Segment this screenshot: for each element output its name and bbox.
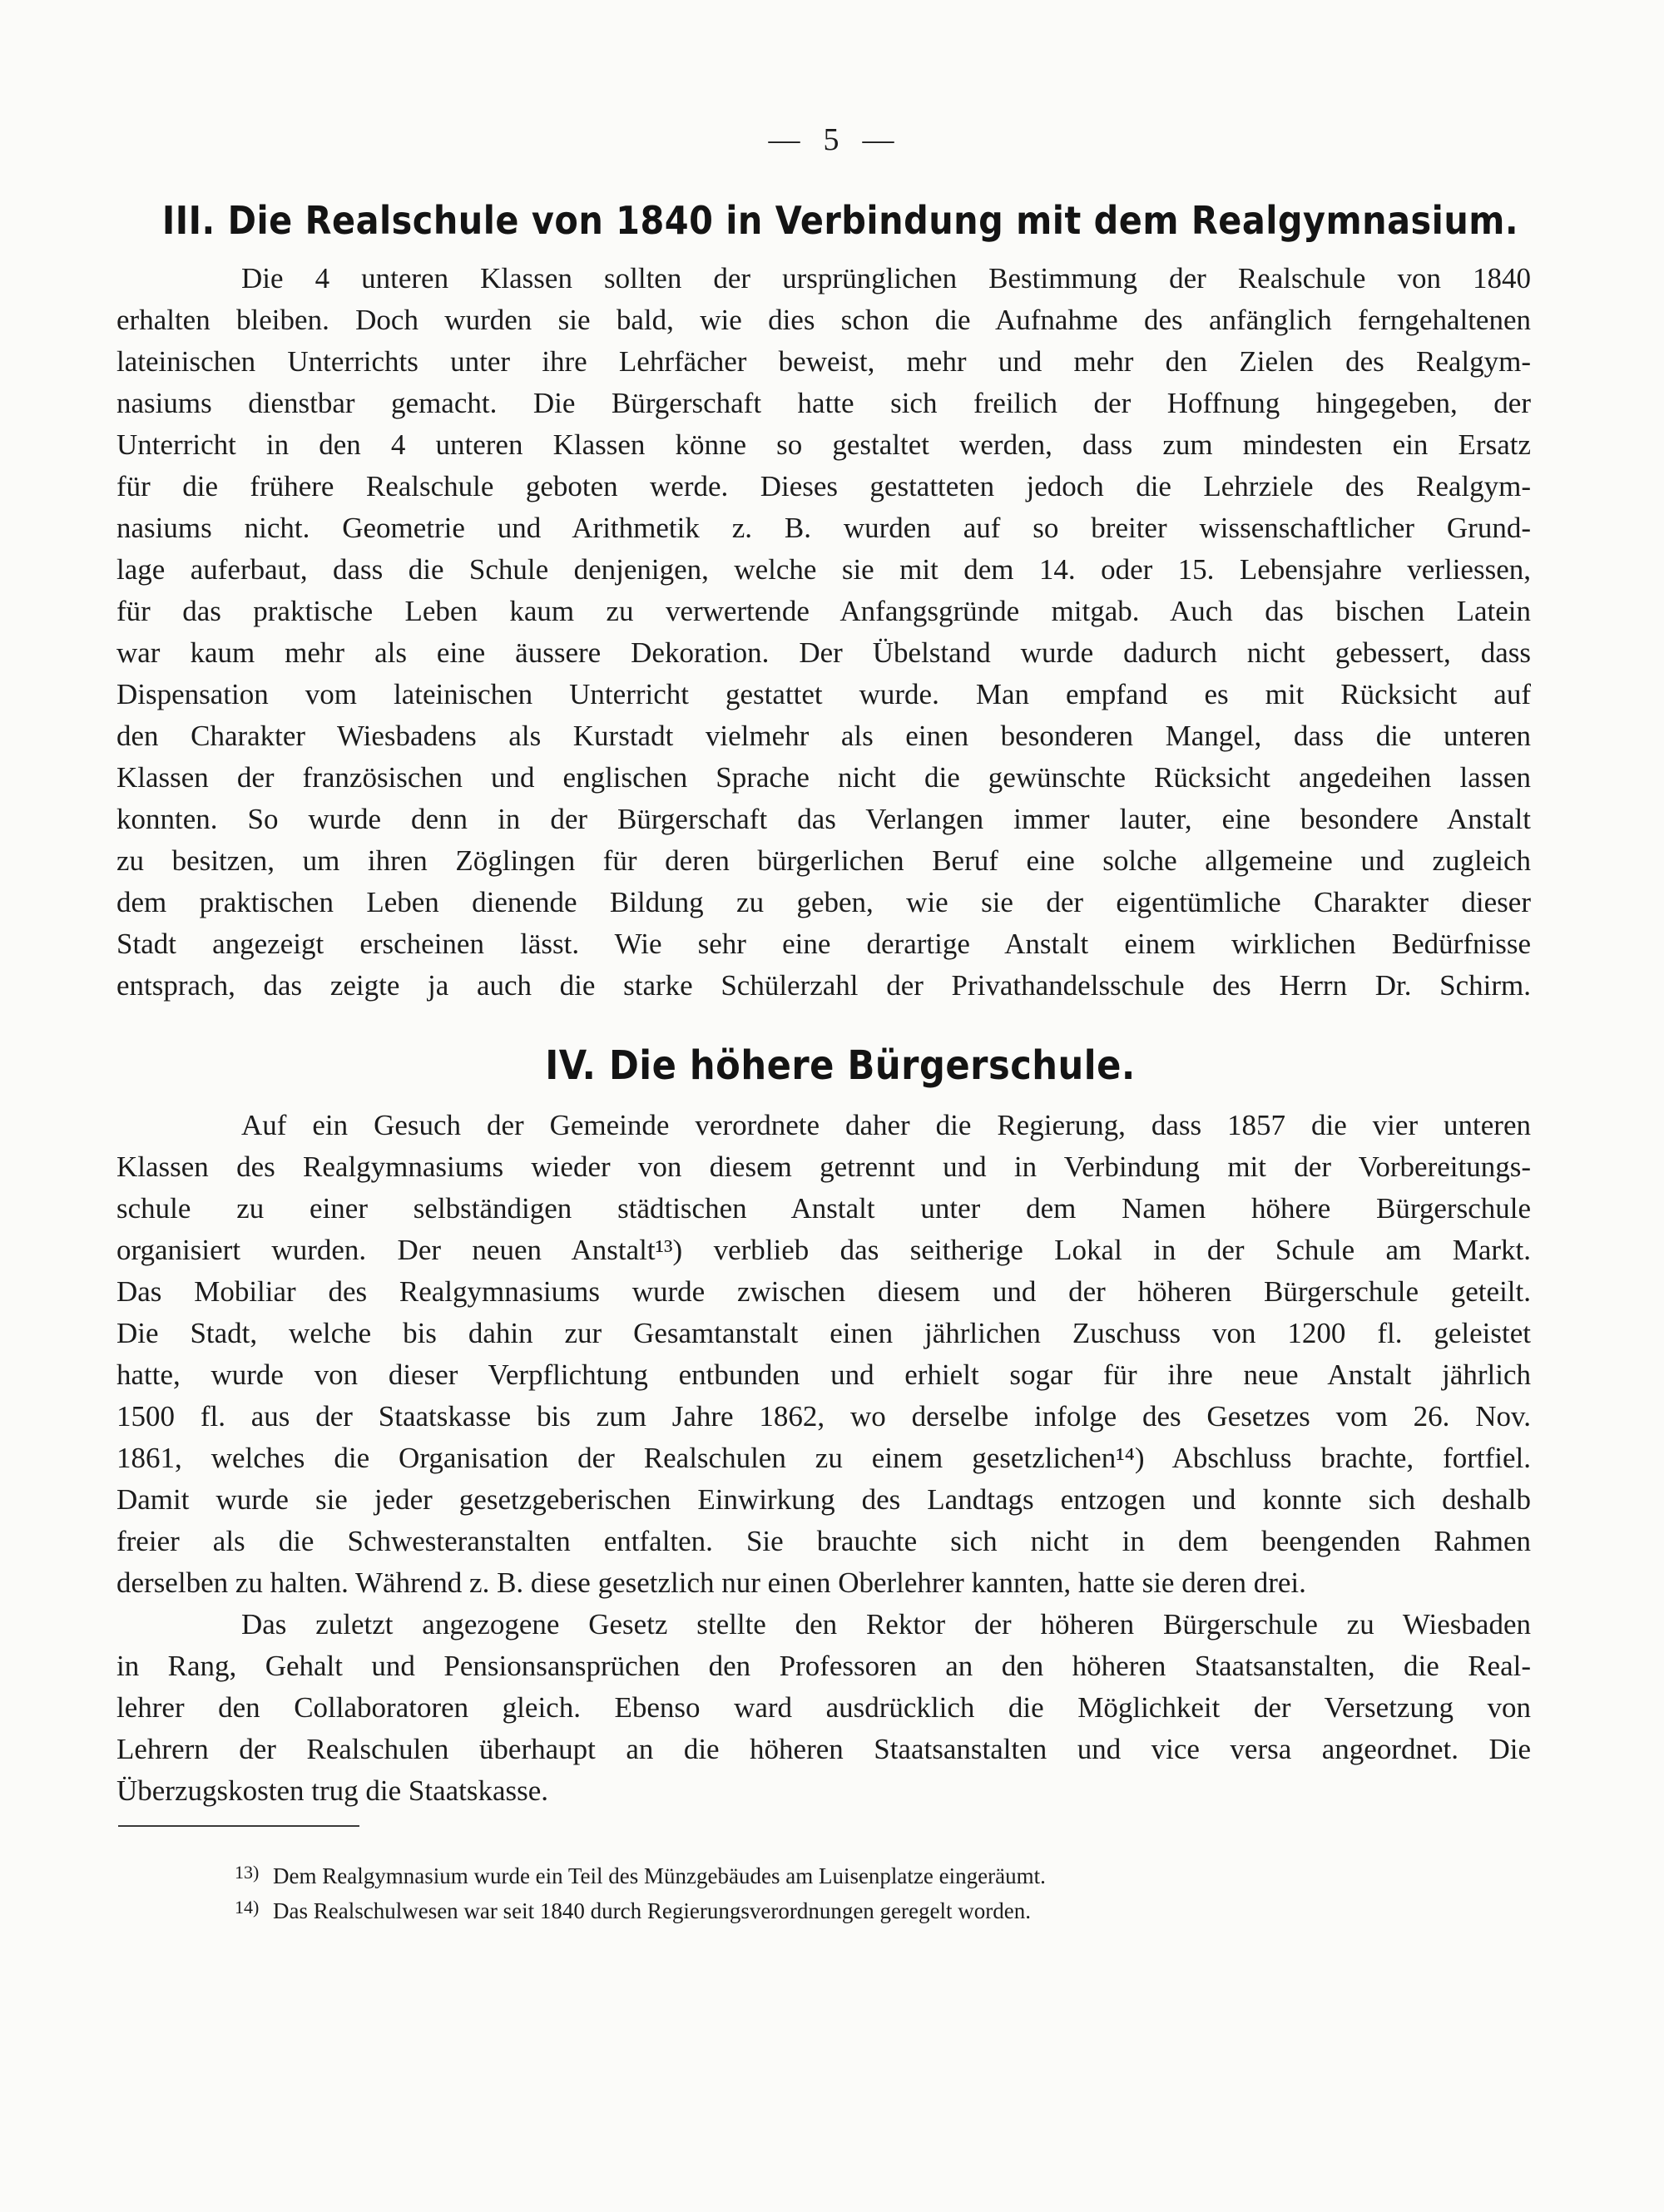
page-number-dash-right: — [862, 122, 896, 157]
text-line: nasiums dienstbar gemacht. Die Bürgerschaft hatte sich freilich der Hoffnung hingegeben, der [116, 387, 1531, 419]
text-line: entsprach, das zeigte ja auch die starke Schülerzahl der Privathandelsschule des Herrn Dr. Schirm. [116, 969, 1531, 1002]
text-line: organisiert wurden. Der neuen Anstalt¹³) verblieb das seitherige Lokal in der Schule am Markt. [116, 1234, 1531, 1266]
section-4-body [116, 1105, 1531, 1812]
text-line: Damit wurde sie jeder gesetzgeberischen Einwirkung des Landtags entzogen und konnte sich deshalb [116, 1483, 1531, 1516]
text-line: 1861, welches die Organisation der Realschulen zu einem gesetzlichen¹⁴) Abschluss brachte, fortfiel. [116, 1442, 1531, 1474]
text-line: Das Mobiliar des Realgymnasiums wurde zwischen diesem und der höheren Bürgerschule geteilt. [116, 1275, 1531, 1308]
text-line: lage auferbaut, dass die Schule denjenigen, welche sie mit dem 14. oder 15. Lebensjahre verliessen, [116, 553, 1531, 586]
text-line: für die frühere Realschule geboten werde. Dieses gestatteten jedoch die Lehrziele des Realgym- [116, 470, 1531, 502]
footnote-13 [235, 1855, 1350, 1890]
text-line: zu besitzen, um ihren Zöglingen für deren bürgerlichen Beruf eine solche allgemeine und zugleich [116, 844, 1531, 877]
text-line: Das zuletzt angezogene Gesetz stellte den Rektor der höheren Bürgerschule zu Wiesbaden [241, 1608, 1531, 1640]
footnotes [235, 1855, 1350, 1925]
text-line: dem praktischen Leben dienende Bildung zu geben, wie sie der eigentümliche Charakter dieser [116, 886, 1531, 918]
text-line: in Rang, Gehalt und Pensionsansprüchen den Professoren an den höheren Staatsanstalten, die Real- [116, 1650, 1531, 1682]
text-line: konnten. So wurde denn in der Bürgerschaft das Verlangen immer lauter, eine besondere Anstalt [116, 803, 1531, 835]
page-number [0, 121, 1664, 158]
text-line: Auf ein Gesuch der Gemeinde verordnete daher die Regierung, dass 1857 die vier unteren [241, 1109, 1531, 1141]
footnote-mark: 14) [235, 1897, 260, 1918]
text-line: Dispensation vom lateinischen Unterricht gestattet wurde. Man empfand es mit Rücksicht auf [116, 678, 1531, 710]
text-line: 1500 fl. aus der Staatskasse bis zum Jahre 1862, wo derselbe infolge des Gesetzes vom 26. Nov. [116, 1400, 1531, 1433]
page-number-value: 5 [823, 122, 841, 157]
footnote-text: Das Realschulwesen war seit 1840 durch Regierungsverordnungen geregelt worden. [273, 1898, 1031, 1923]
footnote-14 [235, 1890, 1350, 1925]
text-line: schule zu einer selbständigen städtischen Anstalt unter dem Namen höhere Bürgerschule [116, 1192, 1531, 1225]
text-line: Stadt angezeigt erscheinen lässt. Wie sehr eine derartige Anstalt einem wirklichen Bedürfnisse [116, 928, 1531, 960]
text-line: war kaum mehr als eine äussere Dekoration. Der Übelstand wurde dadurch nicht gebessert, dass [116, 636, 1531, 669]
text-line: Überzugskosten trug die Staatskasse. [116, 1774, 549, 1807]
text-line: Unterricht in den 4 unteren Klassen könne so gestaltet werden, dass zum mindesten ein Ersatz [116, 428, 1531, 461]
section-heading-4: IV. Die höhere Bürgerschule. [545, 1042, 1136, 1089]
footnote-divider [118, 1825, 359, 1827]
text-line: Klassen des Realgymnasiums wieder von diesem getrennt und in Verbindung mit der Vorbereitungs- [116, 1151, 1531, 1183]
text-line: Lehrern der Realschulen überhaupt an die höheren Staatsanstalten und vice versa angeordnet. Die [116, 1733, 1531, 1765]
text-line: Klassen der französischen und englischen Sprache nicht die gewünschte Rücksicht angedeihen lassen [116, 761, 1531, 794]
text-line: lehrer den Collaboratoren gleich. Ebenso ward ausdrücklich die Möglichkeit der Versetzung von [116, 1691, 1531, 1724]
text-line: lateinischen Unterrichts unter ihre Lehrfächer beweist, mehr und mehr den Zielen des Realgym- [116, 345, 1531, 378]
section-heading-3: III. Die Realschule von 1840 in Verbindung mit dem Realgymnasium. [161, 198, 1519, 243]
text-line: nasiums nicht. Geometrie und Arithmetik z. B. wurden auf so breiter wissenschaftlicher Grund- [116, 512, 1531, 544]
text-line: Die Stadt, welche bis dahin zur Gesamtanstalt einen jährlichen Zuschuss von 1200 fl. geleistet [116, 1317, 1531, 1349]
text-line: hatte, wurde von dieser Verpflichtung entbunden und erhielt sogar für ihre neue Anstalt jährlich [116, 1358, 1531, 1391]
text-line: den Charakter Wiesbadens als Kurstadt vielmehr als einen besonderen Mangel, dass die unteren [116, 720, 1531, 752]
text-line: derselben zu halten. Während z. B. diese gesetzlich nur einen Oberlehrer kannten, hatte sie deren drei. [116, 1566, 1306, 1599]
section-3-body [116, 258, 1531, 1007]
page-number-dash-left: — [768, 122, 802, 157]
text-line: freier als die Schwesteranstalten entfalten. Sie brauchte sich nicht in dem beengenden Rahmen [116, 1525, 1531, 1557]
footnote-mark: 13) [235, 1862, 260, 1883]
footnote-text: Dem Realgymnasium wurde ein Teil des Münzgebäudes am Luisenplatze eingeräumt. [273, 1863, 1046, 1888]
text-line: Die 4 unteren Klassen sollten der ursprünglichen Bestimmung der Realschule von 1840 [241, 262, 1531, 294]
text-line: erhalten bleiben. Doch wurden sie bald, wie dies schon die Aufnahme des anfänglich ferngehaltenen [116, 304, 1531, 336]
text-line: für das praktische Leben kaum zu verwertende Anfangsgründe mitgab. Auch das bischen Latein [116, 595, 1531, 627]
